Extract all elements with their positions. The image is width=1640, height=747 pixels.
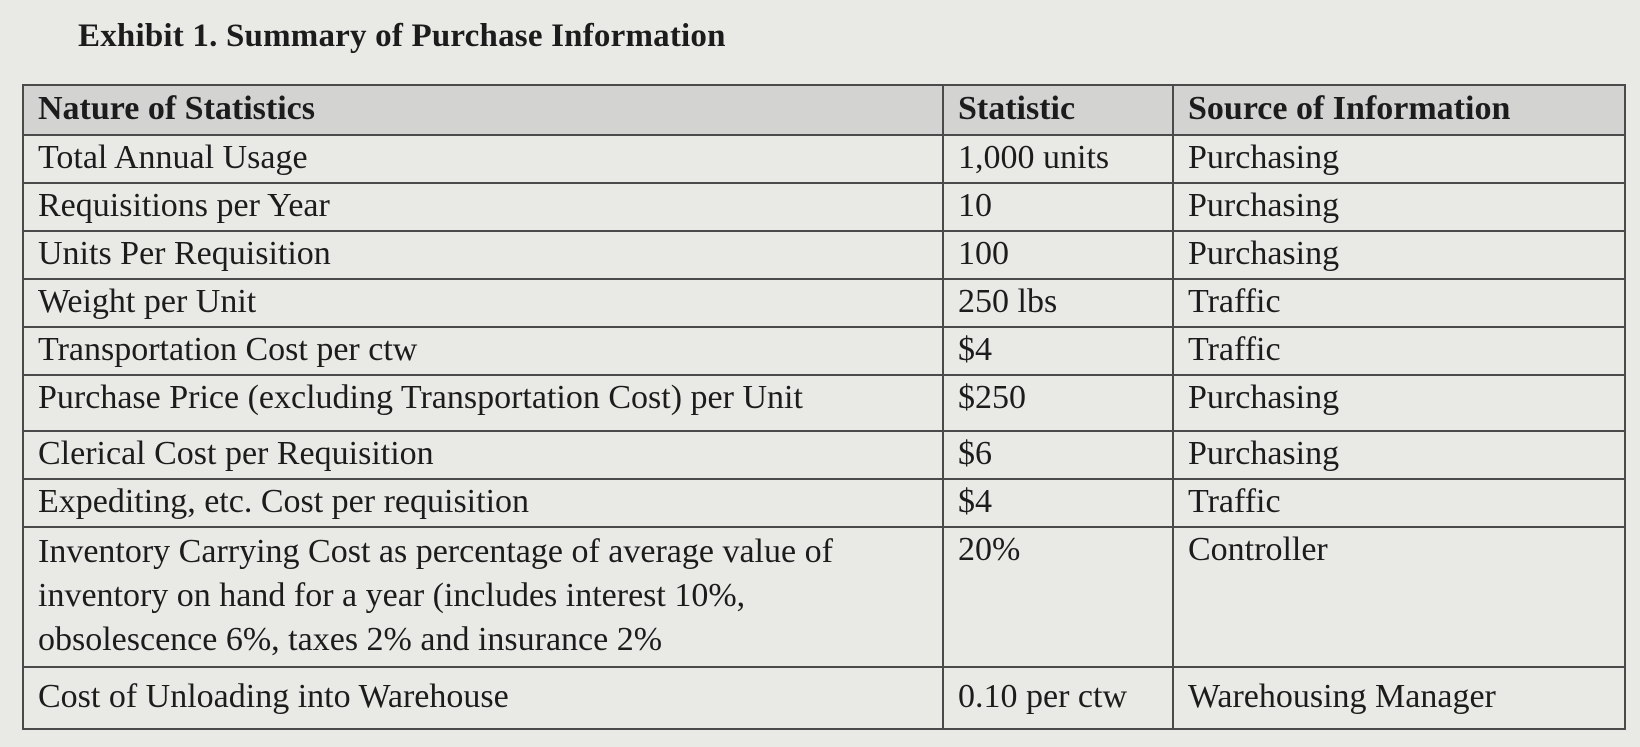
cell-source: Purchasing	[1173, 231, 1625, 279]
cell-source: Purchasing	[1173, 431, 1625, 479]
cell-statistic: 10	[943, 183, 1173, 231]
cell-nature: Transportation Cost per ctw	[23, 327, 943, 375]
cell-nature: Clerical Cost per Requisition	[23, 431, 943, 479]
header-nature-of-statistics: Nature of Statistics	[23, 85, 943, 135]
table-row	[23, 183, 1625, 231]
cell-source: Purchasing	[1173, 135, 1625, 183]
table-row	[23, 279, 1625, 327]
cell-source: Traffic	[1173, 479, 1625, 527]
cell-nature: Expediting, etc. Cost per requisition	[23, 479, 943, 527]
cell-nature: Weight per Unit	[23, 279, 943, 327]
cell-statistic: $4	[943, 479, 1173, 527]
table-row	[23, 135, 1625, 183]
cell-statistic: 250 lbs	[943, 279, 1173, 327]
cell-statistic: $250	[943, 375, 1173, 431]
table-row	[23, 479, 1625, 527]
cell-nature: Cost of Unloading into Warehouse	[23, 667, 943, 729]
cell-nature: Total Annual Usage	[23, 135, 943, 183]
cell-statistic: $4	[943, 327, 1173, 375]
header-source-of-information: Source of Information	[1173, 85, 1625, 135]
cell-source: Warehousing Manager	[1173, 667, 1625, 729]
cell-nature: Purchase Price (excluding Transportation Cost) per Unit	[23, 375, 943, 431]
table-row	[23, 667, 1625, 729]
cell-statistic: 1,000 units	[943, 135, 1173, 183]
cell-source: Traffic	[1173, 327, 1625, 375]
cell-statistic: 100	[943, 231, 1173, 279]
table-row	[23, 527, 1625, 667]
exhibit-title: Exhibit 1. Summary of Purchase Information	[78, 18, 726, 54]
cell-source: Controller	[1173, 527, 1625, 667]
cell-nature: Inventory Carrying Cost as percentage of average value of inventory on hand for a year (includes interest 10%, obsolescence 6%, taxes 2% and insurance 2%	[23, 527, 943, 667]
table-row	[23, 431, 1625, 479]
cell-nature: Requisitions per Year	[23, 183, 943, 231]
table-row	[23, 327, 1625, 375]
table-header-row	[23, 85, 1625, 135]
cell-source: Traffic	[1173, 279, 1625, 327]
purchase-information-table	[22, 84, 1626, 730]
cell-source: Purchasing	[1173, 183, 1625, 231]
header-statistic: Statistic	[943, 85, 1173, 135]
cell-statistic: $6	[943, 431, 1173, 479]
cell-statistic: 20%	[943, 527, 1173, 667]
table-row	[23, 375, 1625, 431]
cell-source: Purchasing	[1173, 375, 1625, 431]
table-row	[23, 231, 1625, 279]
cell-nature: Units Per Requisition	[23, 231, 943, 279]
cell-statistic: 0.10 per ctw	[943, 667, 1173, 729]
